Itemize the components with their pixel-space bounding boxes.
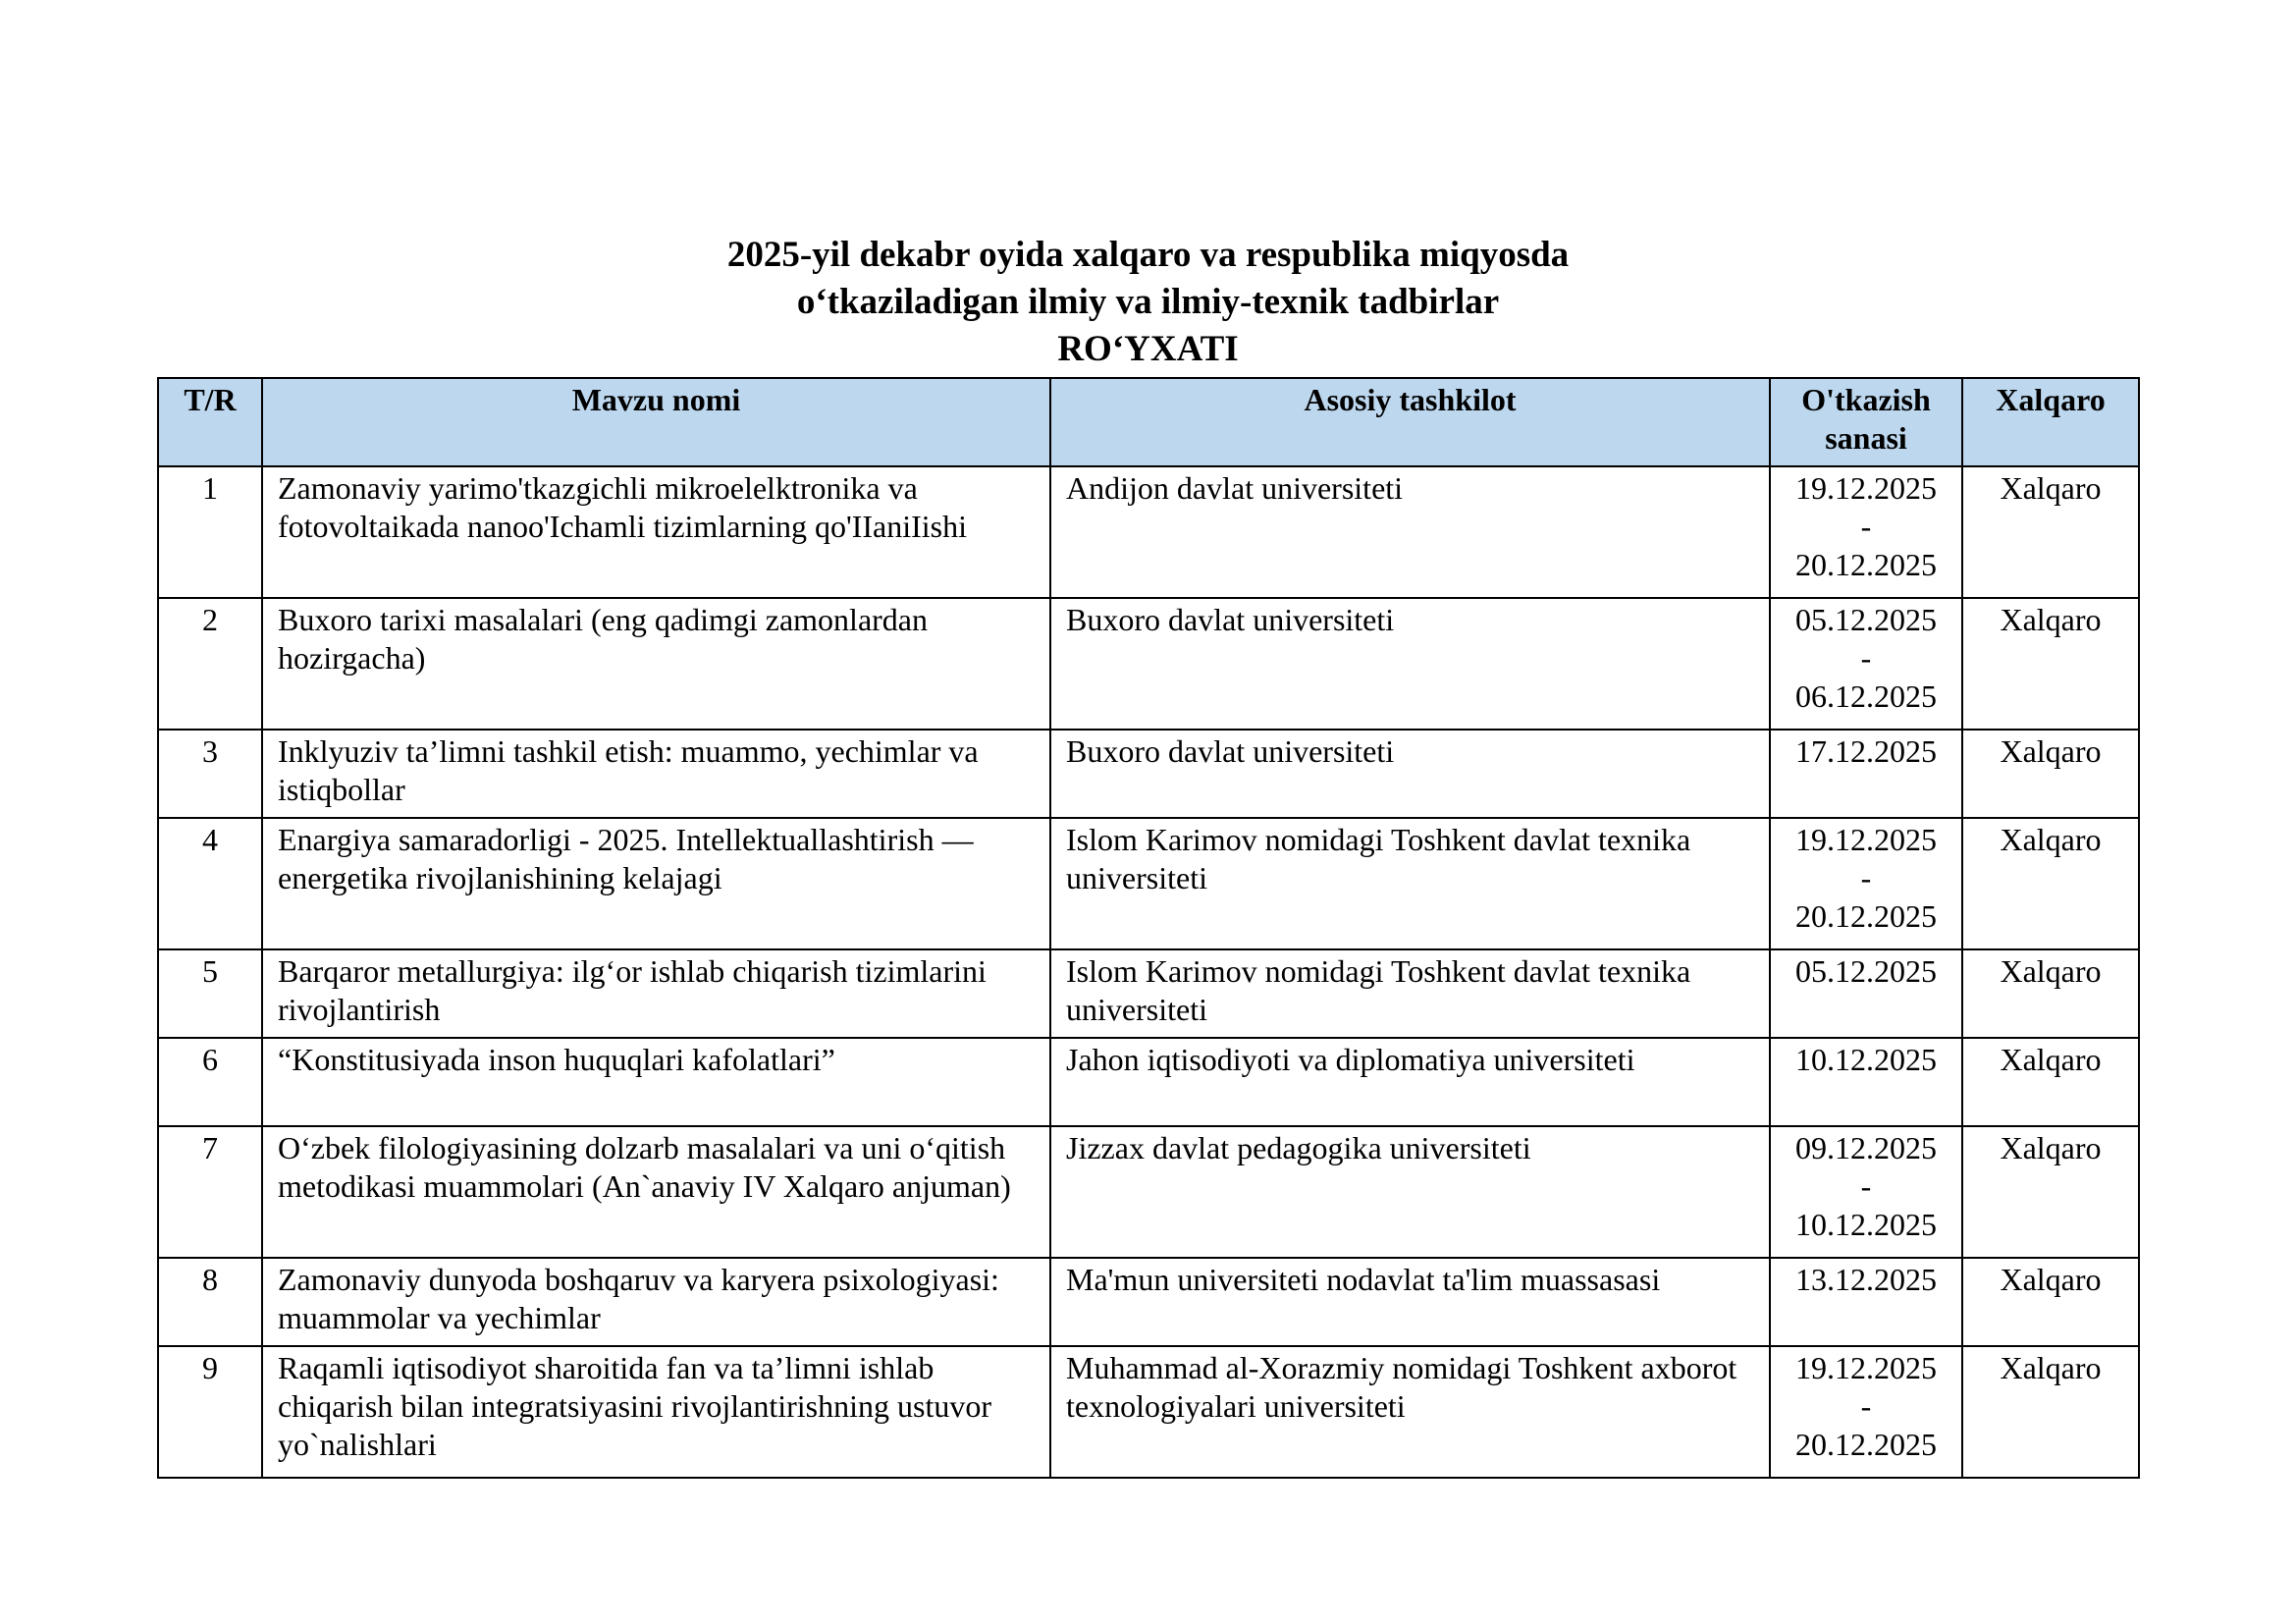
cell-org: Islom Karimov nomidagi Toshkent davlat texnika universiteti — [1050, 949, 1770, 1038]
table-header — [158, 378, 2139, 466]
table-row — [158, 1258, 2139, 1346]
date-start: 19.12.2025 — [1795, 470, 1937, 506]
cell-org: Ma'mun universiteti nodavlat ta'lim muassasasi — [1050, 1258, 1770, 1346]
cell-num: 9 — [158, 1346, 262, 1478]
date-separator: - — [1860, 1168, 1872, 1204]
cell-scope: Xalqaro — [1962, 1126, 2139, 1258]
date-start: 19.12.2025 — [1795, 822, 1937, 857]
date-separator: - — [1860, 509, 1872, 544]
cell-topic: Zamonaviy yarimo'tkazgichli mikroelelktronika va fotovoltaikada nanoo'Ichamli tizimlarning qo'IIaniIishi — [262, 466, 1050, 598]
cell-org: Jizzax davlat pedagogika universiteti — [1050, 1126, 1770, 1258]
cell-num: 4 — [158, 818, 262, 949]
header-scope: Xalqaro — [1962, 378, 2139, 466]
cell-scope: Xalqaro — [1962, 1346, 2139, 1478]
cell-date — [1770, 818, 1962, 949]
title-line-2: o‘tkaziladigan ilmiy va ilmiy-texnik tadbirlar — [796, 282, 1500, 322]
date-separator: - — [1860, 1388, 1872, 1424]
table-row — [158, 466, 2139, 598]
cell-num: 3 — [158, 730, 262, 818]
cell-scope: Xalqaro — [1962, 818, 2139, 949]
header-topic: Mavzu nomi — [262, 378, 1050, 466]
cell-topic: Barqaror metallurgiya: ilg‘or ishlab chiqarish tizimlarini rivojlantirish — [262, 949, 1050, 1038]
cell-date — [1770, 1038, 1962, 1126]
cell-scope: Xalqaro — [1962, 949, 2139, 1038]
cell-topic: Enargiya samaradorligi - 2025. Intellektuallashtirish — energetika rivojlanishining kelajagi — [262, 818, 1050, 949]
date-start: 09.12.2025 — [1795, 1130, 1937, 1165]
cell-num: 6 — [158, 1038, 262, 1126]
date-end: 20.12.2025 — [1795, 1427, 1937, 1462]
cell-org: Andijon davlat universiteti — [1050, 466, 1770, 598]
header-date: O'tkazish sanasi — [1770, 378, 1962, 466]
header-row — [158, 378, 2139, 466]
date-separator: - — [1860, 860, 1872, 895]
cell-num: 7 — [158, 1126, 262, 1258]
cell-org: Buxoro davlat universiteti — [1050, 598, 1770, 730]
date-start: 05.12.2025 — [1795, 602, 1937, 637]
date-end: 06.12.2025 — [1795, 678, 1937, 714]
events-table — [157, 377, 2140, 1479]
document-title — [0, 232, 2296, 373]
date-end: 10.12.2025 — [1795, 1207, 1937, 1242]
cell-org: Islom Karimov nomidagi Toshkent davlat texnika universiteti — [1050, 818, 1770, 949]
table-row — [158, 1346, 2139, 1478]
header-num: T/R — [158, 378, 262, 466]
cell-num: 8 — [158, 1258, 262, 1346]
date-end: 20.12.2025 — [1795, 547, 1937, 582]
cell-scope: Xalqaro — [1962, 1038, 2139, 1126]
cell-scope: Xalqaro — [1962, 730, 2139, 818]
cell-scope: Xalqaro — [1962, 466, 2139, 598]
cell-org: Muhammad al-Xorazmiy nomidagi Toshkent axborot texnologiyalari universiteti — [1050, 1346, 1770, 1478]
cell-topic: Raqamli iqtisodiyot sharoitida fan va ta’limni ishlab chiqarish bilan integratsiyasini rivojlantirishning ustuvor yo`nalishlari — [262, 1346, 1050, 1478]
table-row — [158, 598, 2139, 730]
cell-date — [1770, 949, 1962, 1038]
cell-scope: Xalqaro — [1962, 598, 2139, 730]
cell-topic: Zamonaviy dunyoda boshqaruv va karyera psixologiyasi: muammolar va yechimlar — [262, 1258, 1050, 1346]
cell-date — [1770, 1126, 1962, 1258]
date-start: 19.12.2025 — [1795, 1350, 1937, 1385]
table-row — [158, 949, 2139, 1038]
date-start: 13.12.2025 — [1795, 1262, 1937, 1297]
cell-num: 5 — [158, 949, 262, 1038]
table-row — [158, 818, 2139, 949]
cell-topic: Inklyuziv ta’limni tashkil etish: muammo, yechimlar va istiqbollar — [262, 730, 1050, 818]
title-line-1: 2025-yil dekabr oyida xalqaro va respublika miqyosda — [726, 235, 1570, 275]
cell-scope: Xalqaro — [1962, 1258, 2139, 1346]
title-line-3: RO‘YXATI — [1057, 329, 1239, 369]
date-start: 17.12.2025 — [1795, 733, 1937, 769]
date-start: 05.12.2025 — [1795, 953, 1937, 989]
date-end: 20.12.2025 — [1795, 898, 1937, 934]
cell-org: Buxoro davlat universiteti — [1050, 730, 1770, 818]
cell-num: 2 — [158, 598, 262, 730]
cell-date — [1770, 1346, 1962, 1478]
table-row — [158, 730, 2139, 818]
cell-topic: O‘zbek filologiyasining dolzarb masalalari va uni o‘qitish metodikasi muammolari (An`anaviy IV Xalqaro anjuman) — [262, 1126, 1050, 1258]
cell-date — [1770, 598, 1962, 730]
cell-date — [1770, 730, 1962, 818]
header-org: Asosiy tashkilot — [1050, 378, 1770, 466]
cell-num: 1 — [158, 466, 262, 598]
date-start: 10.12.2025 — [1795, 1042, 1937, 1077]
cell-date — [1770, 466, 1962, 598]
date-separator: - — [1860, 640, 1872, 676]
cell-topic: “Konstitusiyada inson huquqlari kafolatlari” — [262, 1038, 1050, 1126]
cell-org: Jahon iqtisodiyoti va diplomatiya universiteti — [1050, 1038, 1770, 1126]
table-body — [158, 466, 2139, 1478]
cell-topic: Buxoro tarixi masalalari (eng qadimgi zamonlardan hozirgacha) — [262, 598, 1050, 730]
table-row — [158, 1038, 2139, 1126]
cell-date — [1770, 1258, 1962, 1346]
table-row — [158, 1126, 2139, 1258]
